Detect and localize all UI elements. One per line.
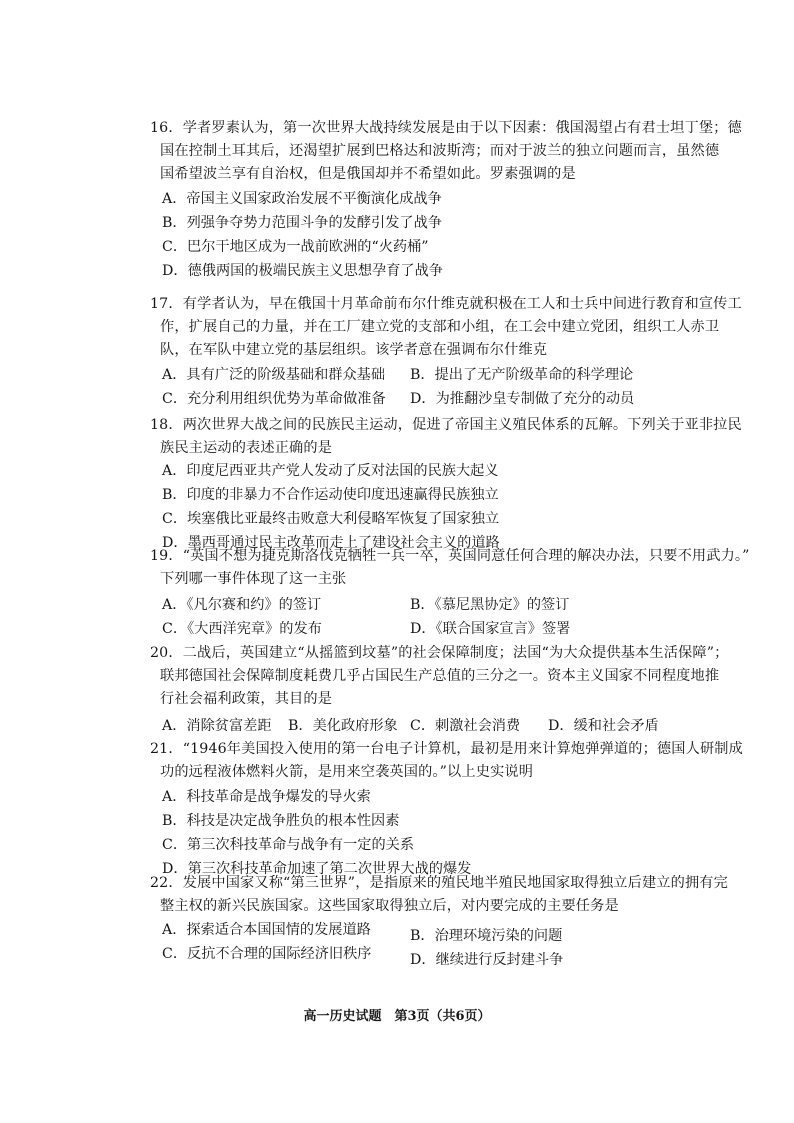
option-d: D．继续进行反封建斗争 bbox=[410, 952, 564, 968]
question-stem-line: 队，在军队中建立党的基层组织。该学者意在强调布尔什维克 bbox=[160, 342, 548, 358]
question-stem-line: 下列哪一事件体现了这一主张 bbox=[160, 571, 347, 587]
question-stem-line: 作，扩展自己的力量，并在工厂建立党的支部和小组，在工会中建立党团，组织工人赤卫 bbox=[160, 319, 720, 335]
option-b: B．治理环境污染的问题 bbox=[410, 928, 563, 944]
question-stem-line: 族民主运动的表述正确的是 bbox=[160, 440, 333, 456]
option-a: A．具有广泛的阶级基础和群众基础 bbox=[162, 367, 386, 383]
question-stem-line: 22．发展中国家又称“第三世界”，是指原来的殖民地半殖民地国家取得独立后建立的拥有完 bbox=[150, 875, 728, 891]
option-a: A．《凡尔赛和约》的签订 bbox=[162, 597, 322, 613]
option-a: A．消除贫富差距 bbox=[162, 718, 272, 734]
question-stem-line: 国在控制土耳其后，还渴望扩展到巴格达和波斯湾；而对于波兰的独立问题而言，虽然德 bbox=[160, 143, 720, 159]
question-stem-line: 行社会福利政策，其目的是 bbox=[160, 691, 333, 707]
question-stem-line: 20．二战后，英国建立“从摇篮到坟墓”的社会保障制度；法国“为大众提供基本生活保障”； bbox=[150, 645, 729, 661]
question-stem-line: 16．学者罗素认为，第一次世界大战持续发展是由于以下因素：俄国渴望占有君士坦丁堡；德 bbox=[150, 120, 742, 136]
option-a: A．科技革命是战争爆发的导火索 bbox=[162, 789, 371, 805]
option-c: C．反抗不合理的国际经济旧秩序 bbox=[162, 946, 372, 962]
option-c: C．充分利用组织优势为革命做准备 bbox=[162, 391, 386, 407]
option-d: D．为推翻沙皇专制做了充分的动员 bbox=[410, 391, 635, 407]
question-stem-line: 21．“1946年美国投入使用的第一台电子计算机，最初是用来计算炮弹弹道的；德国人研制成 bbox=[150, 741, 743, 757]
option-b: B．科技是决定战争胜负的根本性因素 bbox=[162, 813, 400, 829]
option-b: B．提出了无产阶级革命的科学理论 bbox=[410, 367, 634, 383]
option-b: B．美化政府形象 bbox=[288, 718, 398, 734]
question-stem-line: 联邦德国社会保障制度耗费几乎占国民生产总值的三分之一。资本主义国家不同程度地推 bbox=[160, 668, 720, 684]
option-d: D．《联合国家宣言》签署 bbox=[410, 621, 571, 637]
option-a: A．帝国主义国家政治发展不平衡演化成战争 bbox=[162, 191, 442, 207]
question-stem-line: 功的远程液体燃料火箭，是用来空袭英国的。”以上史实说明 bbox=[160, 764, 534, 780]
option-b: B．《慕尼黑协定》的签订 bbox=[410, 597, 570, 613]
option-d: D．墨西哥通过民主改革而走上了建设社会主义的道路 bbox=[162, 535, 500, 551]
option-c: C．巴尔干地区成为一战前欧洲的“火药桶” bbox=[162, 239, 429, 255]
option-d: D．第三次科技革命加速了第二次世界大战的爆发 bbox=[162, 861, 472, 877]
question-stem-line: 19．“英国不想为捷克斯洛伐克牺牲一兵一卒，英国同意任何合理的解决办法，只要不用武力。” bbox=[150, 548, 750, 564]
question-stem-line: 18．两次世界大战之间的民族民主运动，促进了帝国主义殖民体系的瓦解。下列关于亚非拉民 bbox=[150, 417, 742, 433]
page-footer: 高一历史试题 第3页（共6页） bbox=[303, 1009, 491, 1024]
option-c: C．刺激社会消费 bbox=[410, 718, 521, 734]
option-b: B．列强争夺势力范围斗争的发酵引发了战争 bbox=[162, 215, 442, 231]
option-c: C．第三次科技革命与战争有一定的关系 bbox=[162, 837, 415, 853]
option-d: D．缓和社会矛盾 bbox=[548, 718, 659, 734]
option-a: A．印度尼西亚共产党人发动了反对法国的民族大起义 bbox=[162, 463, 499, 479]
option-c: C．埃塞俄比亚最终击败意大利侵略军恢复了国家独立 bbox=[162, 511, 500, 527]
question-stem-line: 整主权的新兴民族国家。这些国家取得独立后，对内要完成的主要任务是 bbox=[160, 898, 619, 914]
option-d: D．德俄两国的极端民族主义思想孕育了战争 bbox=[162, 263, 443, 279]
option-c: C．《大西洋宪章》的发布 bbox=[162, 621, 322, 637]
question-stem-line: 国希望波兰享有自治权，但是俄国却并不希望如此。罗素强调的是 bbox=[160, 166, 576, 182]
option-b: B．印度的非暴力不合作运动使印度迅速赢得民族独立 bbox=[162, 487, 499, 503]
question-stem-line: 17．有学者认为，早在俄国十月革命前布尔什维克就积极在工人和士兵中间进行教育和宣传工 bbox=[150, 296, 742, 312]
option-a: A．探索适合本国国情的发展道路 bbox=[162, 922, 371, 938]
